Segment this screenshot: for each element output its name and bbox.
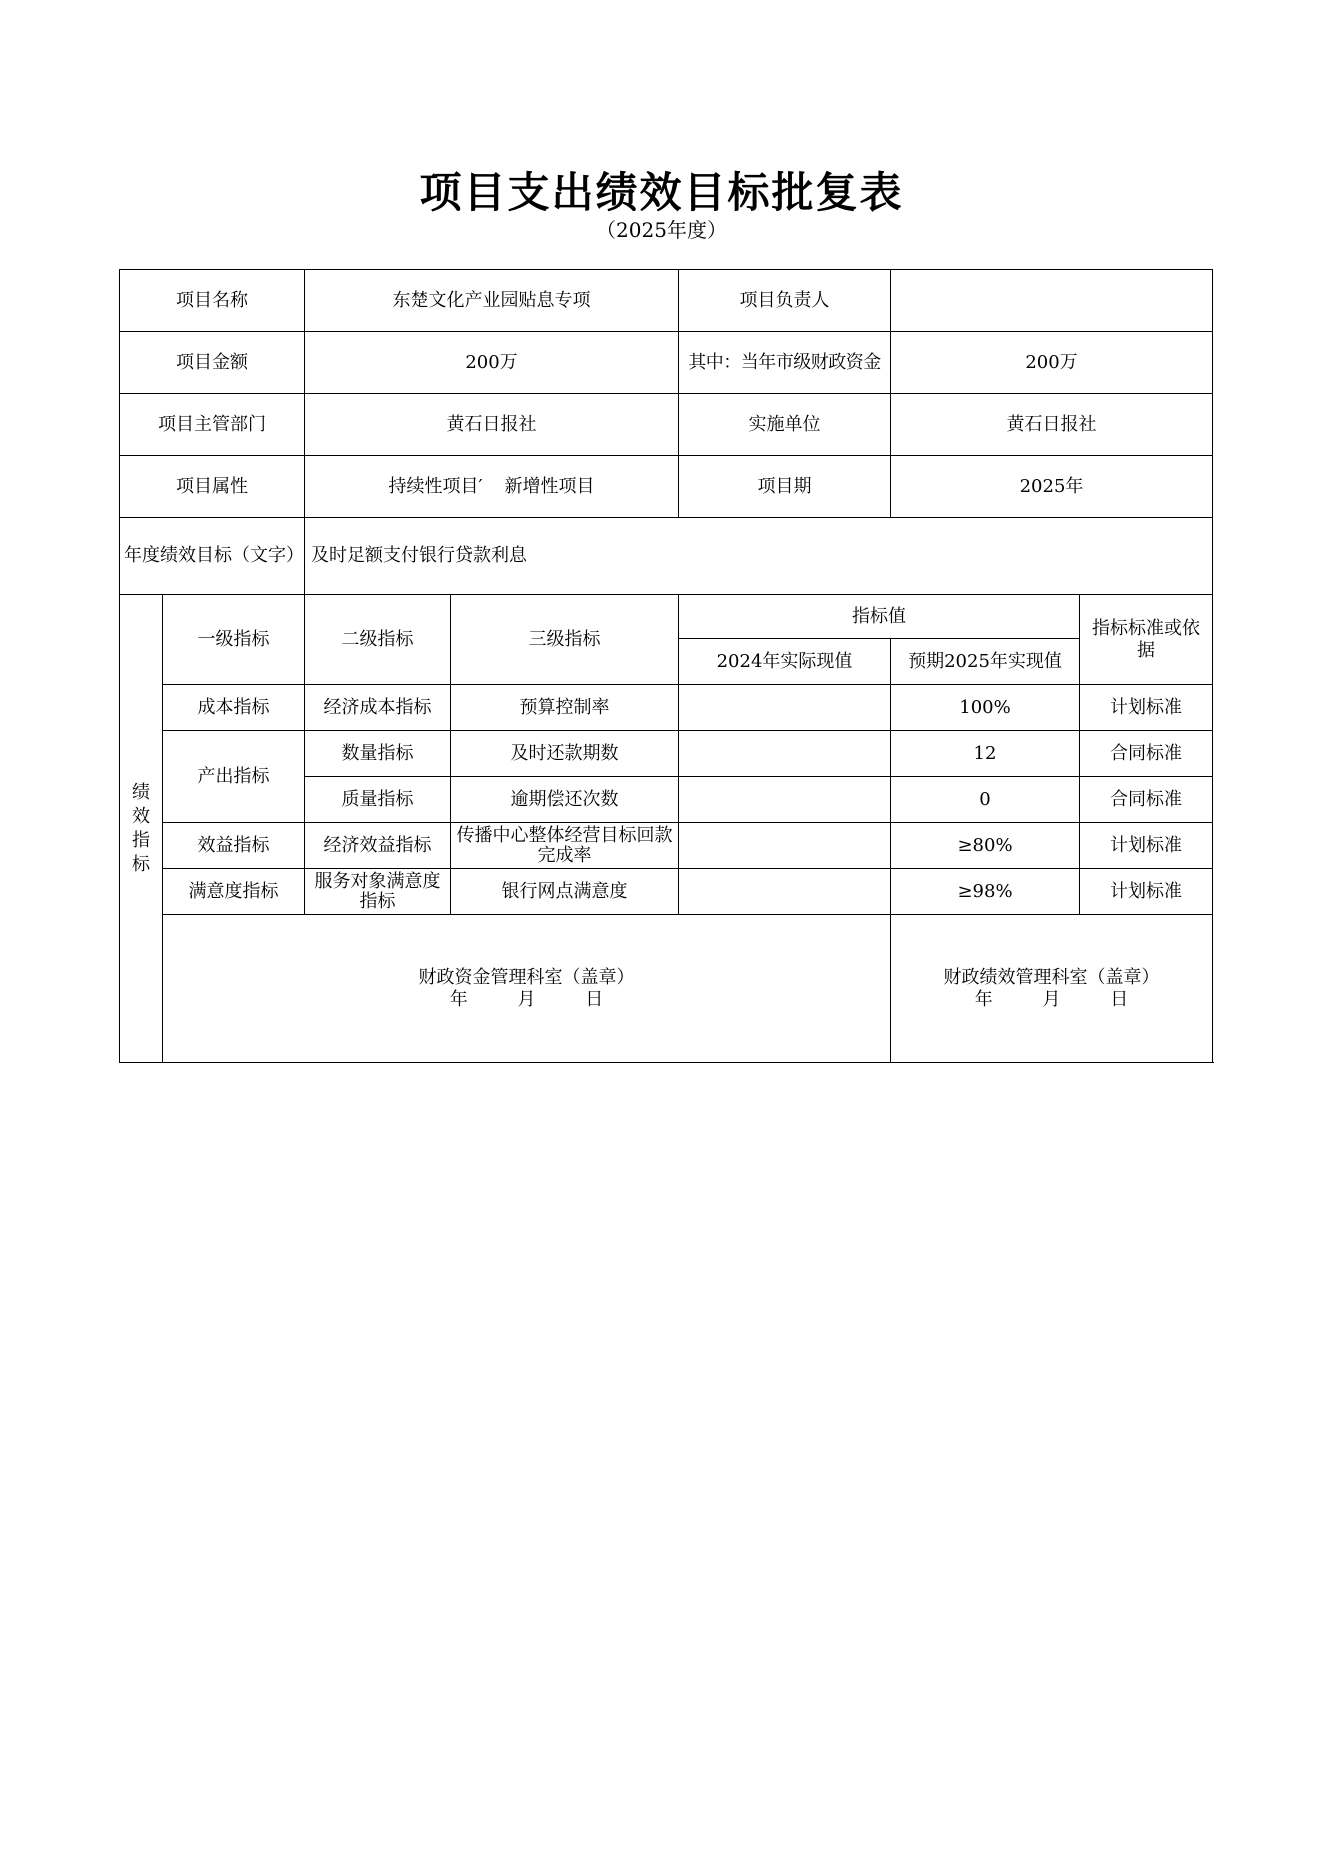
row-actual-2024	[679, 777, 891, 823]
department-value: 黄石日报社	[305, 394, 679, 456]
side-char: 效	[132, 805, 150, 827]
row-standard: 计划标准	[1080, 869, 1213, 915]
row-expected-2025: 12	[891, 731, 1080, 777]
signature-row	[120, 915, 1213, 1063]
header-expected-2025: 预期2025年实现值	[891, 639, 1080, 685]
row-level3: 及时还款期数	[451, 731, 679, 777]
leader-value	[891, 270, 1213, 332]
executor-label: 实施单位	[679, 394, 891, 456]
row-level3: 预算控制率	[451, 685, 679, 731]
city-fund-label: 其中：当年市级财政资金	[679, 332, 891, 394]
table-row	[120, 685, 1213, 731]
date-day: 日	[585, 989, 604, 1010]
period-label: 项目期	[679, 456, 891, 518]
leader-label: 项目负责人	[679, 270, 891, 332]
date-month: 月	[1042, 989, 1061, 1010]
row-level2: 经济效益指标	[305, 823, 451, 869]
row-expected-2025: 100%	[891, 685, 1080, 731]
date-month: 月	[517, 989, 536, 1010]
row-level3: 传播中心整体经营目标回款完成率	[451, 823, 679, 869]
signature-date	[944, 989, 1160, 1011]
info-row-goal	[120, 518, 1213, 595]
row-level3: 逾期偿还次数	[451, 777, 679, 823]
amount-label: 项目金额	[120, 332, 305, 394]
attribute-label: 项目属性	[120, 456, 305, 518]
info-row-name	[120, 270, 1213, 332]
table-row	[120, 823, 1213, 869]
info-row-attribute	[120, 456, 1213, 518]
row-level2: 服务对象满意度指标	[305, 869, 451, 915]
finance-fund-office-stamp	[163, 915, 891, 1063]
goal-label: 年度绩效目标（文字）	[120, 518, 305, 595]
date-year: 年	[974, 989, 993, 1010]
header-standard: 指标标准或依据	[1080, 595, 1213, 685]
row-level1: 效益指标	[163, 823, 305, 869]
row-expected-2025: ≥98%	[891, 869, 1080, 915]
row-standard: 计划标准	[1080, 823, 1213, 869]
amount-value: 200万	[305, 332, 679, 394]
performance-target-table	[119, 269, 1213, 1063]
indicator-header-row-1	[120, 595, 1213, 639]
table-row	[120, 731, 1213, 777]
header-level1: 一级指标	[163, 595, 305, 685]
side-char: 指	[132, 829, 150, 851]
row-level2: 经济成本指标	[305, 685, 451, 731]
info-row-amount	[120, 332, 1213, 394]
page-title: 项目支出绩效目标批复表	[419, 168, 904, 217]
date-year: 年	[449, 989, 468, 1010]
department-label: 项目主管部门	[120, 394, 305, 456]
header-level3: 三级指标	[451, 595, 679, 685]
row-actual-2024	[679, 685, 891, 731]
city-fund-value: 200万	[891, 332, 1213, 394]
performance-office-stamp	[891, 915, 1213, 1063]
attribute-option-continuing: 持续性项目′	[388, 475, 483, 497]
row-level1: 满意度指标	[163, 869, 305, 915]
row-level2: 数量指标	[305, 731, 451, 777]
row-actual-2024	[679, 731, 891, 777]
signature-date	[419, 989, 635, 1011]
header-level2: 二级指标	[305, 595, 451, 685]
row-standard: 合同标准	[1080, 777, 1213, 823]
row-level2: 质量指标	[305, 777, 451, 823]
row-level1: 成本指标	[163, 685, 305, 731]
side-char: 绩	[132, 781, 150, 803]
row-standard: 计划标准	[1080, 685, 1213, 731]
goal-value: 及时足额支付银行贷款利息	[305, 518, 1213, 595]
executor-value: 黄石日报社	[891, 394, 1213, 456]
info-row-department	[120, 394, 1213, 456]
page-subtitle: （2025年度）	[596, 218, 727, 242]
row-actual-2024	[679, 823, 891, 869]
date-day: 日	[1110, 989, 1129, 1010]
finance-fund-office-label: 财政资金管理科室（盖章）	[418, 967, 635, 988]
project-name-label: 项目名称	[120, 270, 305, 332]
project-name-value: 东楚文化产业园贴息专项	[305, 270, 679, 332]
attribute-option-new: 新增性项目	[504, 475, 595, 497]
row-actual-2024	[679, 869, 891, 915]
row-level3: 银行网点满意度	[451, 869, 679, 915]
performance-office-label: 财政绩效管理科室（盖章）	[943, 967, 1160, 988]
header-actual-2024: 2024年实际现值	[679, 639, 891, 685]
row-expected-2025: ≥80%	[891, 823, 1080, 869]
table-row	[120, 869, 1213, 915]
period-value: 2025年	[891, 456, 1213, 518]
row-expected-2025: 0	[891, 777, 1080, 823]
row-standard: 合同标准	[1080, 731, 1213, 777]
indicator-side-label	[120, 595, 163, 1063]
side-char: 标	[132, 853, 150, 875]
attribute-value	[305, 456, 679, 518]
row-level1: 产出指标	[163, 731, 305, 823]
header-value-group: 指标值	[679, 595, 1080, 639]
